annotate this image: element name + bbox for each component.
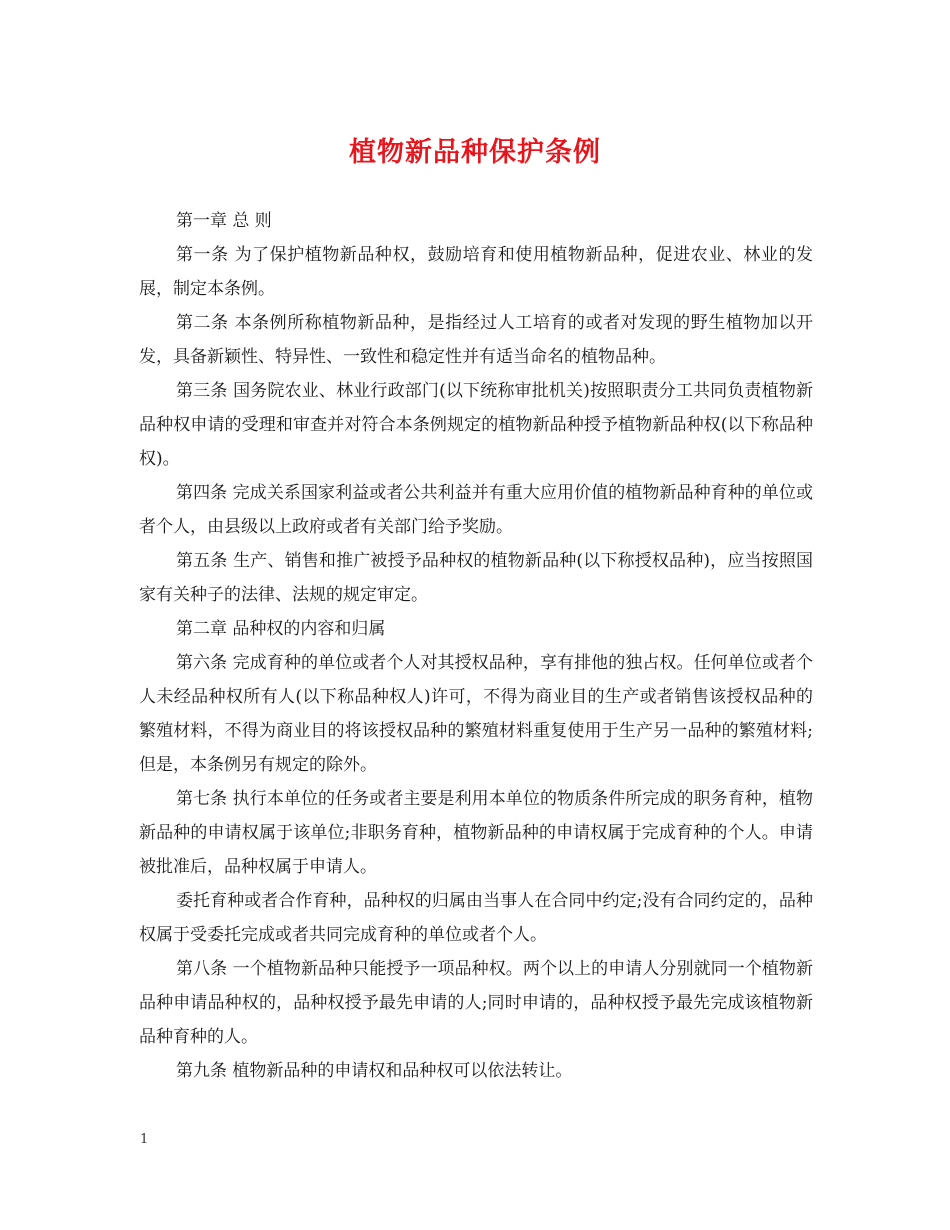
article-7: 第七条 执行本单位的任务或者主要是利用本单位的物质条件所完成的职务育种，植物新品种的申请权属于该单位;非职务育种，植物新品种的申请权属于完成育种的个人。申请被批准后，品种权属于申请人。 [139,789,813,877]
chapter-2-heading: 第二章 品种权的内容和归属 [176,619,386,639]
document-title: 植物新品种保护条例 [349,137,601,168]
article-5: 第五条 生产、销售和推广被授予品种权的植物新品种(以下称授权品种)，应当按照国家有关种子的法律、法规的规定审定。 [139,551,813,605]
article-2: 第二条 本条例所称植物新品种，是指经过人工培育的或者对发现的野生植物加以开发，具备新颖性、特异性、一致性和稳定性并有适当命名的植物品种。 [139,313,813,367]
article-9: 第九条 植物新品种的申请权和品种权可以依法转让。 [176,1061,573,1081]
article-6: 第六条 完成育种的单位或者个人对其授权品种，享有排他的独占权。任何单位或者个人未经品种权所有人(以下称品种权人)许可，不得为商业目的生产或者销售该授权品种的繁殖材料，不得为商业目的将该授权品种的繁殖材料重复使用于生产另一品种的繁殖材料;但是，本条例另有规定的除外。 [139,653,813,775]
article-4: 第四条 完成关系国家利益或者公共利益并有重大应用价值的植物新品种育种的单位或者个人，由县级以上政府或者有关部门给予奖励。 [139,483,813,537]
article-1: 第一条 为了保护植物新品种权，鼓励培育和使用植物新品种，促进农业、林业的发展，制定本条例。 [139,245,813,299]
article-8: 第八条 一个植物新品种只能授予一项品种权。两个以上的申请人分别就同一个植物新品种申请品种权的，品种权授予最先申请的人;同时申请的，品种权授予最先完成该植物新品种育种的人。 [139,959,813,1047]
page-number: 1 [140,1132,149,1147]
article-7-paragraph-2: 委托育种或者合作育种，品种权的归属由当事人在合同中约定;没有合同约定的，品种权属于受委托完成或者共同完成育种的单位或者个人。 [139,891,813,945]
article-3: 第三条 国务院农业、林业行政部门(以下统称审批机关)按照职责分工共同负责植物新品种权申请的受理和审查并对符合本条例规定的植物新品种授予植物新品种权(以下称品种权)。 [139,381,813,469]
chapter-1-heading: 第一章 总 则 [176,211,272,231]
document-body [139,204,813,1088]
